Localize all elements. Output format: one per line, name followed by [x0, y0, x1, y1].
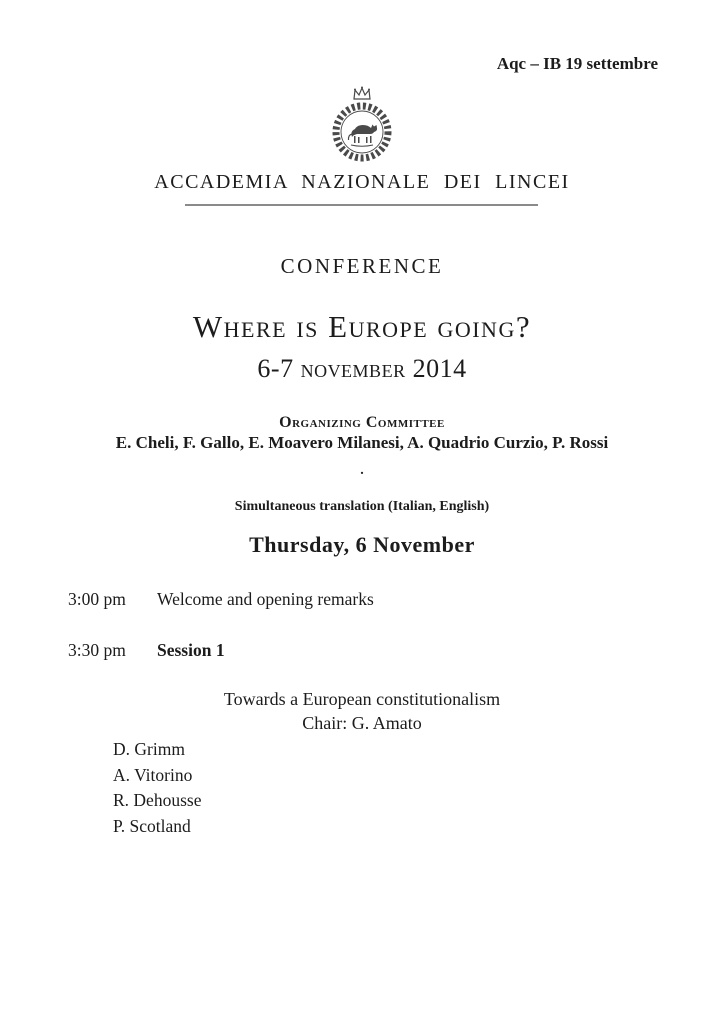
crown-icon	[354, 87, 370, 100]
header-note: Aqc – IB 19 settembre	[496, 54, 658, 73]
organizing-committee-members: E. Cheli, F. Gallo, E. Moavero Milanesi, A. Quadrio Curzio, P. Rossi	[115, 433, 609, 452]
speaker-list	[113, 737, 201, 839]
conference-label: CONFERENCE	[280, 254, 444, 278]
session-topic: Towards a European constitutionalism	[223, 689, 501, 709]
separator-dot: .	[360, 463, 364, 478]
schedule-time: 3:30 pm	[68, 640, 126, 660]
schedule-row	[68, 640, 225, 661]
header-divider	[185, 204, 538, 206]
speaker-item: D. Grimm	[113, 739, 185, 759]
translation-note: Simultaneous translation (Italian, English)	[234, 499, 490, 514]
speaker-item: A. Vitorino	[113, 764, 193, 785]
conference-dates: 6-7 november 2014	[257, 354, 467, 383]
lincei-crest-logo	[330, 86, 394, 164]
speaker-item: R. Dehousse	[113, 790, 202, 810]
session-chair: Chair: G. Amato	[302, 713, 422, 733]
program-day-title: Thursday, 6 November	[249, 532, 475, 557]
schedule-title: Welcome and opening remarks	[157, 589, 374, 609]
institution-name: ACCADEMIA NAZIONALE DEI LINCEI	[154, 171, 570, 193]
schedule-title: Session 1	[157, 640, 225, 660]
conference-title: Where is Europe going?	[192, 309, 532, 344]
lynx-icon	[348, 125, 377, 147]
schedule-time: 3:00 pm	[68, 589, 126, 609]
organizing-committee-label: Organizing Committee	[279, 414, 445, 431]
speaker-item: P. Scotland	[113, 815, 191, 836]
schedule-row	[68, 589, 374, 610]
